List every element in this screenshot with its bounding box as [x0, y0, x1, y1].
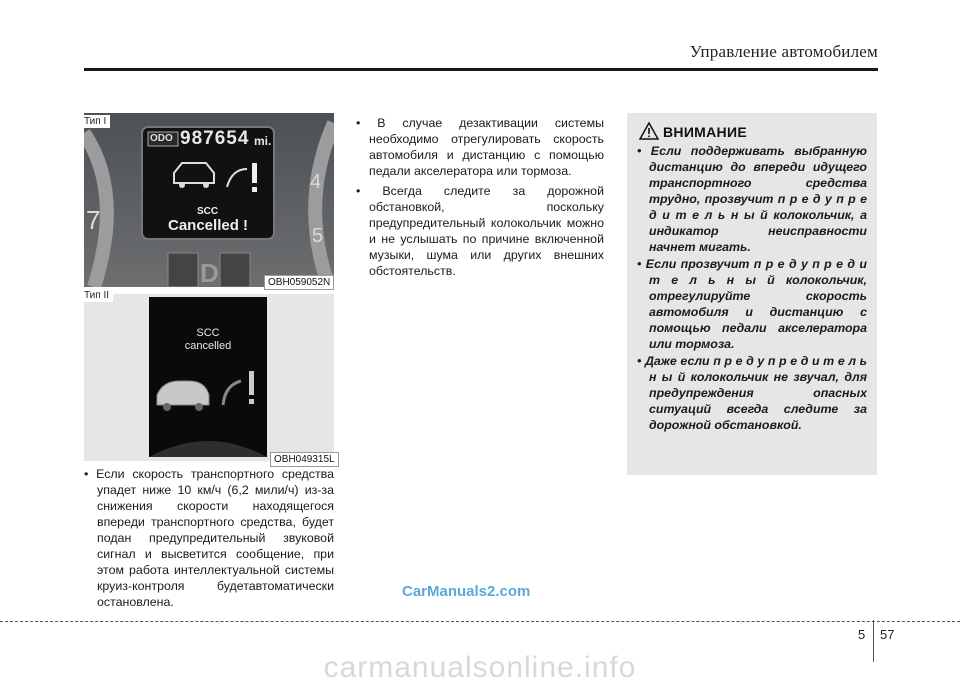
distance-icon	[223, 381, 241, 405]
left-column-text	[84, 466, 334, 614]
exclamation-icon	[252, 163, 257, 183]
figure2-panel-image	[84, 294, 334, 461]
gear-indicator: D	[200, 258, 219, 287]
page-header-title: Управление автомобилем	[689, 42, 878, 61]
figure2-type-label: Тип II	[84, 289, 113, 302]
warning-box	[627, 113, 877, 475]
gauge-number-right-top: 4	[310, 171, 322, 193]
type2-illustration	[149, 297, 267, 457]
gauge-number-left: 7	[86, 205, 101, 235]
car-icon	[157, 381, 209, 405]
figure1-type-label: Тип I	[84, 115, 110, 128]
odo-value: 987654	[180, 128, 250, 149]
middle-paragraph: • Всегда следите за дорожной обстановкой, поскольку предупредительный колокольчик можно и не услышать по причине включенной музыки, шума или других внешних обстоятельств.	[356, 184, 604, 278]
warning-item: • Даже если п р е д у п р е д и т е л ь н ы й колокольчик не звучал, для предупреждения опасных ситуаций всегда следите за дорожной обстановкой.	[637, 354, 867, 432]
middle-paragraph: • В случае дезактивации системы необходимо отрегулировать скорость автомобиля и дистанцию с помощью педали акселератора или тормоза.	[356, 116, 604, 178]
figure1-cluster-image	[84, 113, 334, 287]
middle-column-text	[356, 115, 604, 283]
odo-unit: mi.	[254, 134, 272, 148]
status-text-type2: cancelled	[184, 340, 232, 352]
lcd-display-type2	[149, 297, 267, 457]
figure1-code: OBH059052N	[264, 275, 334, 290]
scc-label-type2: SCC	[196, 327, 220, 339]
page-number: 57	[880, 627, 895, 642]
section-number: 5	[858, 627, 866, 642]
footer-rule	[0, 621, 960, 622]
footer-watermark: carmanualsonline.info	[323, 651, 637, 684]
odo-label: ODO	[150, 133, 173, 144]
status-text: Cancelled !	[168, 217, 249, 234]
scc-label: SCC	[197, 206, 219, 217]
warning-item: • Если поддерживать выбранную дистанцию до впереди идущего транспортного средства трудно, прозвучит п р е д у п р е д и т е л ь н ы й колокольчик, а индикатор неисправности начнет мигать.	[637, 144, 867, 254]
header-rule	[84, 68, 878, 71]
watermark-link[interactable]: CarManuals2.com	[402, 583, 531, 600]
warning-triangle-icon	[639, 122, 659, 140]
warning-title: ВНИМАНИЕ	[663, 124, 747, 140]
gauge-number-right-bottom: 5	[312, 225, 324, 247]
warning-body	[637, 143, 867, 434]
figure2-code: OBH049315L	[270, 452, 339, 467]
warning-item: • Если прозвучит п р е д у п р е д и т е л ь н ы й колокольчик, отрегулируйте скорость автомобиля и дистанцию с помощью педали акселератора или тормоза.	[637, 257, 867, 351]
left-paragraph: • Если скорость транспортного средства упадет ниже 10 км/ч (6,2 мили/ч) из-за снижения скорости находящегося впереди транспортного средства, будет подан предупредительный звуковой сигнал и высветится сообщение, при этом работа интеллектуальной системы круиз-контроля будетавтоматически остановлена.	[84, 467, 334, 609]
exclamation-icon	[249, 371, 254, 395]
